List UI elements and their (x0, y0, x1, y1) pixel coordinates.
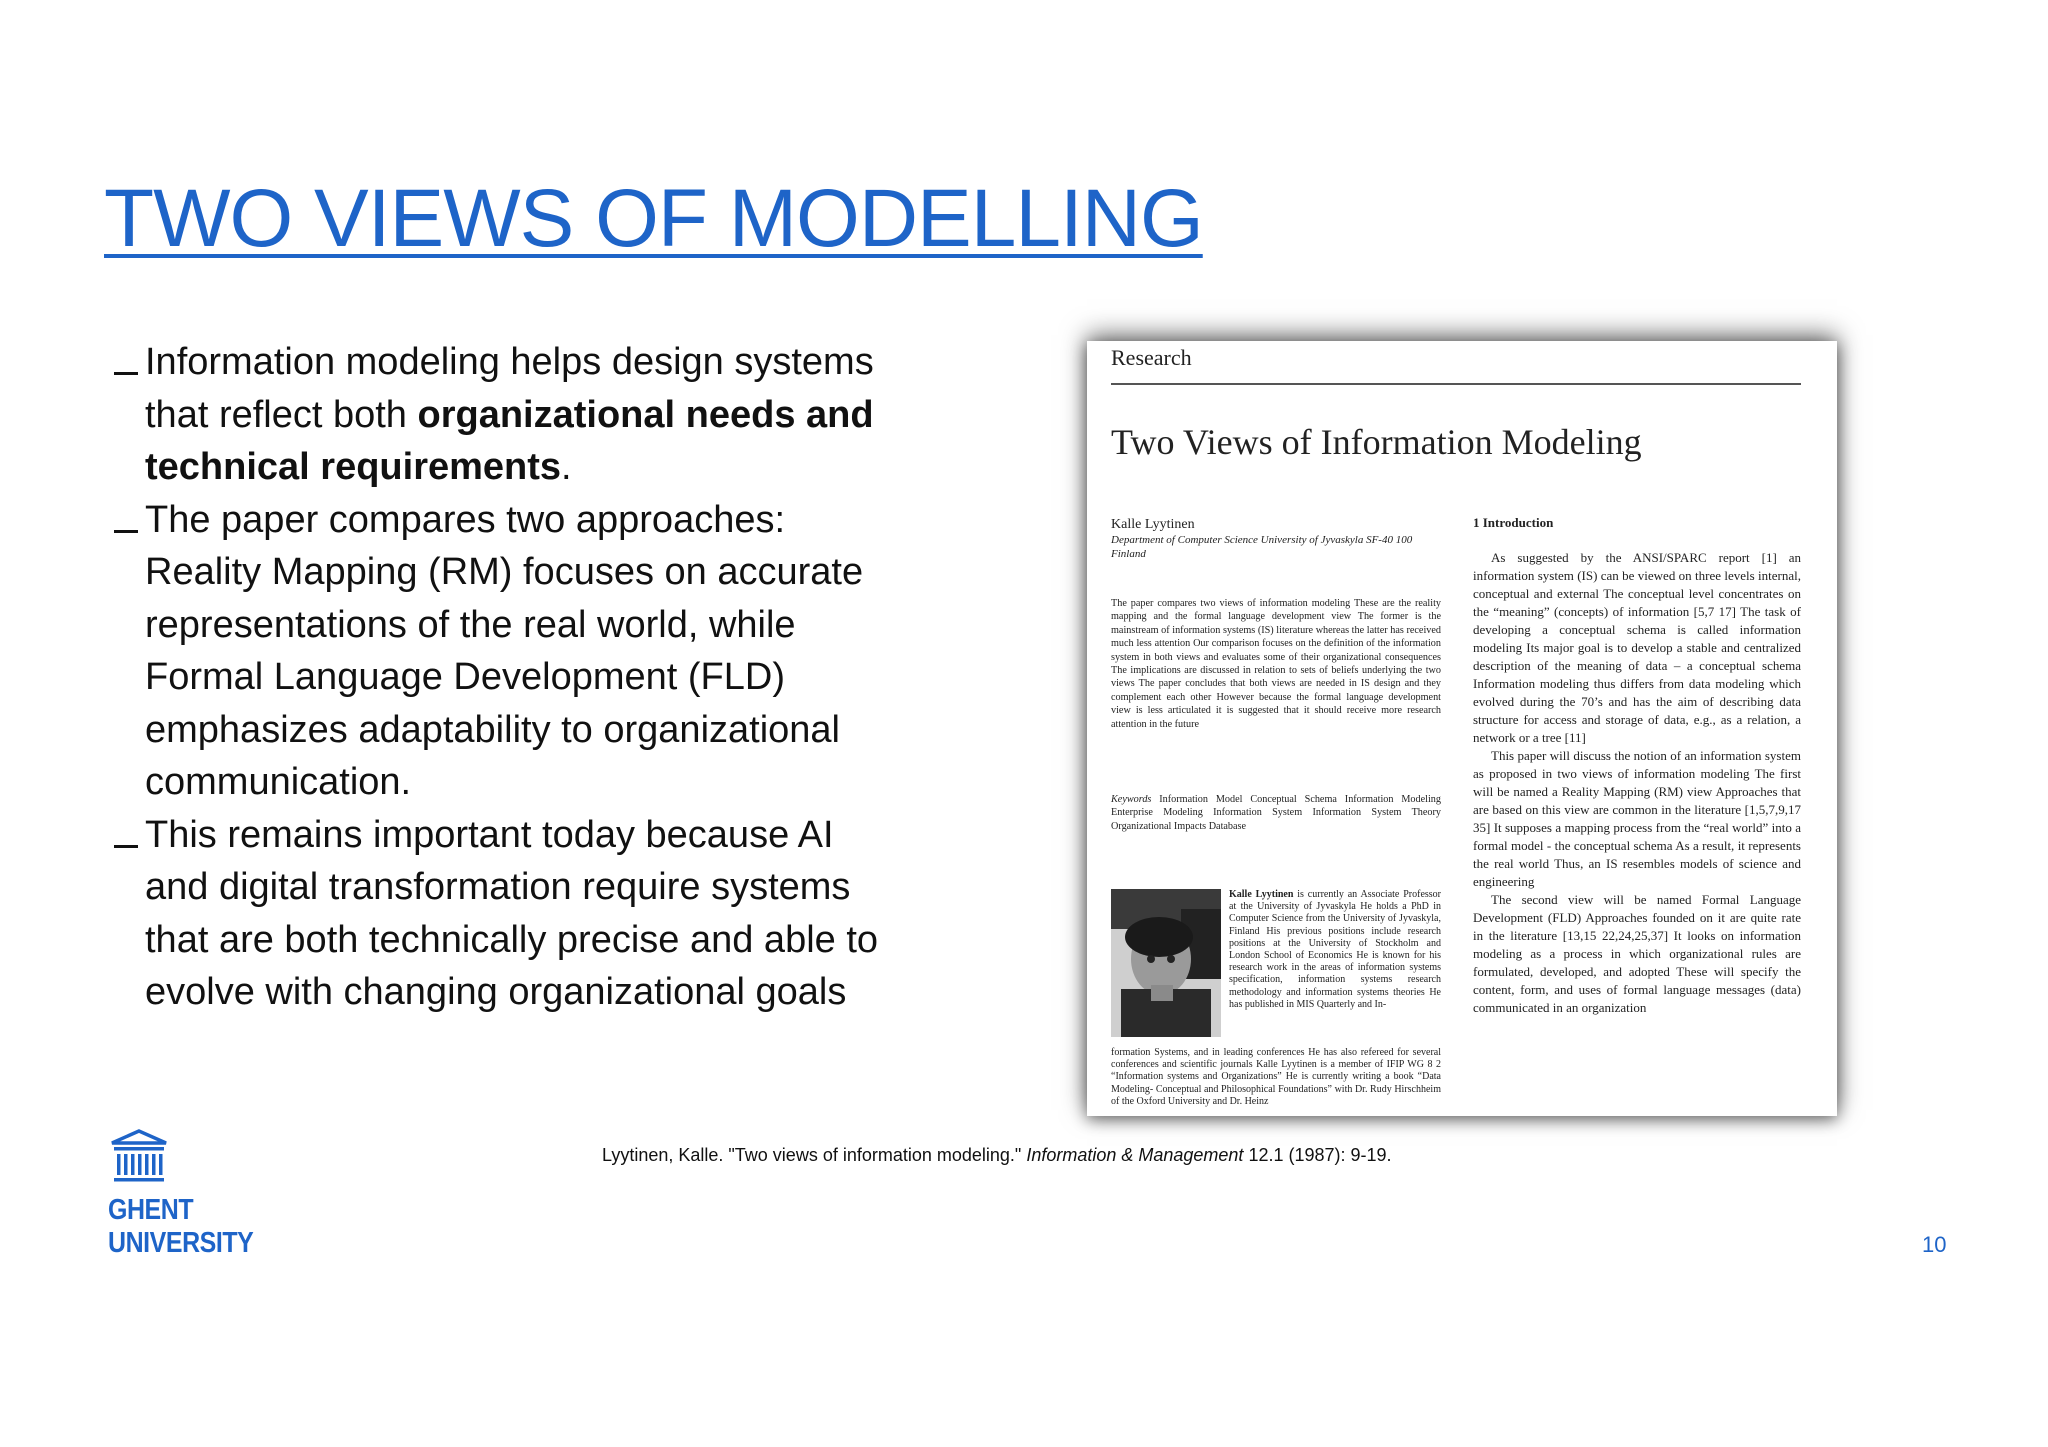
bullet-text: The paper compares two approaches: Reality Mapping (RM) focuses on accurate representations of the real world, while Formal Language Development (FLD) emphasizes adaptability to organizational communication. (145, 498, 864, 803)
author-bio-continued: formation Systems, and in leading conferences He has also refereed for several conferences and scientific journals Kalle Lyytinen is a member of IFIP WG 8 2 “Information systems and Organizations” He is currently writing a book “Data Modeling- Conceptual and Philosophical Foundations” with Dr. Rudy Hirschheim of the Oxford University and Dr. Heinz (1111, 1047, 1441, 1107)
bullet-item (112, 336, 892, 494)
bullet-emphasis: organizational needs and technical requirements (145, 393, 874, 488)
ghent-university-logo (104, 1128, 274, 1258)
citation (602, 1145, 1392, 1166)
university-building-icon (110, 1128, 168, 1186)
page-number: 10 (1922, 1232, 1947, 1257)
citation-text: Lyytinen, Kalle. "Two views of information modeling." (602, 1145, 1027, 1165)
bio-name: Kalle Lyytinen (1229, 889, 1294, 900)
paper-abstract: The paper compares two views of information modeling These are the reality mapping and the formal language development view The former is the mainstream of information systems (IS) literature whereas the latter has received much less attention Our comparison focuses on the definition of the information system in both views and evaluates some of their organizational consequences The implications are discussed in relation to sets of beliefs underlying the two views The paper concludes that both views are needed in IS design and they complement each other However because the formal language development view is less articulated it is suggested that it should receive more research attention in the future (1111, 598, 1441, 730)
paper-affiliation: Department of Computer Science University of Jyvaskyla SF-40 100 Finland (1111, 534, 1413, 560)
bullet-text: Information modeling helps design systems that reflect both (145, 341, 874, 436)
intro-paragraph: As suggested by the ANSI/SPARC report [1] an information system (IS) can be viewed on three levels internal, conceptual and external The conceptual level concentrates on the “meaning” (concepts) of information [5,7 17] The task of developing a conceptual schema is called information modeling Its major goal is to develop a stable and centralized description of the meaning of data – a conceptual schema Information modeling thus differs from data modeling which evolved during the 70’s and has the aim of describing data structure for access and storage of data, e.g., as a relation, a network or a tree [11] (1473, 550, 1801, 745)
bullet-item (112, 809, 892, 1019)
citation-details: 12.1 (1987): 9-19. (1243, 1145, 1392, 1165)
bullet-item (112, 494, 892, 809)
paper-author: Kalle Lyytinen (1111, 517, 1195, 532)
intro-text (1473, 549, 1801, 1017)
bullet-text-end: . (561, 446, 572, 488)
bullet-list (112, 336, 892, 1019)
paper-keywords (1111, 793, 1441, 833)
paper-title: Two Views of Information Modeling (1111, 422, 1642, 462)
bio-text: is currently an Associate Professor at the University of Jyvaskyla He holds a PhD in Computer Science from the University of Jyvaskyla, Finland His previous positions include research positions at the University of Stockholm and London School of Economics He is known for his research work in the areas of information systems specification, information systems research methodology and information systems theories He has published in MIS Quarterly and In- (1229, 889, 1441, 1010)
intro-paragraph: The second view will be named Formal Language Development (FLD) Approaches founded on it are quite rate in the literature [13,15 22,24,25,37] It looks on information modeling as a process in which organizational rules are formulated, developed, and adopted These will specify the content, form, and uses of formal language messages (data) communicated in an organization (1473, 892, 1801, 1015)
intro-heading: 1 Introduction (1473, 515, 1554, 530)
bullet-text: This remains important today because AI and digital transformation require systems that are both technically precise and able to evolve with changing organizational goals (145, 813, 879, 1013)
author-photo (1111, 889, 1221, 1037)
keywords-label: Keywords (1111, 794, 1152, 805)
paper-header-rule (1111, 383, 1801, 385)
author-bio (1229, 889, 1441, 1011)
citation-journal: Information & Management (1026, 1145, 1244, 1165)
keywords-text: Information Model Conceptual Schema Information Modeling Enterprise Modeling Information System Information System Theory Organizational Impacts Database (1111, 794, 1441, 832)
paper-section-label: Research (1111, 345, 1192, 370)
author-portrait-icon (1111, 889, 1221, 1037)
slide-title: TWO VIEWS OF MODELLING (104, 173, 1203, 264)
logo-line-2: UNIVERSITY (108, 1227, 254, 1259)
logo-line-1: GHENT (108, 1194, 194, 1226)
intro-paragraph: This paper will discuss the notion of an information system as proposed in two views of information modeling The first will be named a Reality Mapping (RM) view Approaches that are based on this view are common in the literature [1,5,7,9,17 35] It supposes a mapping process from the “real world” into a formal model - the conceptual schema As a result, it represents the real world Thus, an IS resembles models of science and engineering (1473, 748, 1801, 889)
paper-excerpt-image (1087, 341, 1837, 1116)
logo-wordmark (108, 1194, 253, 1260)
